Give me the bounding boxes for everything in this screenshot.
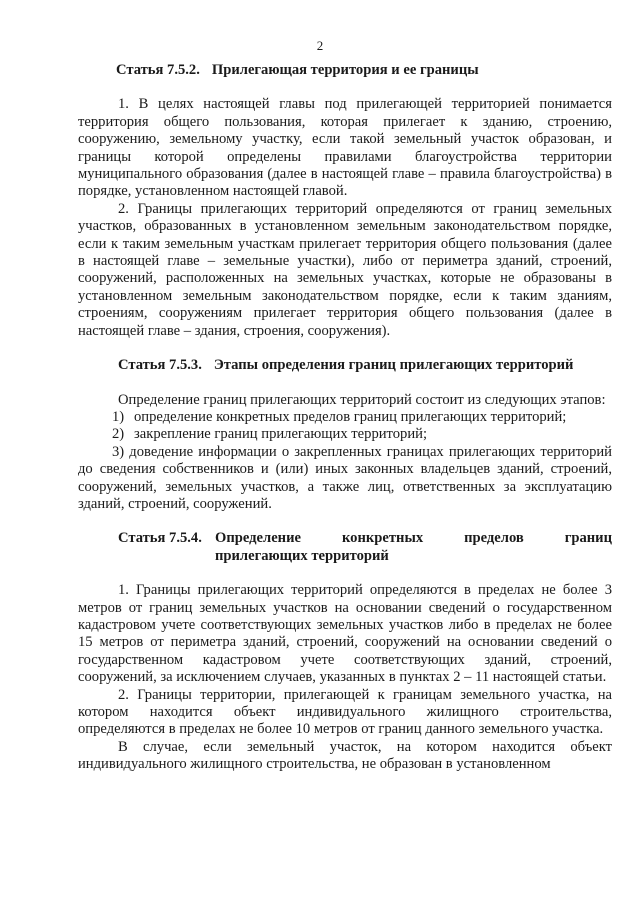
article-number: Статья 7.5.4. <box>118 530 202 547</box>
list-item-text: определение конкретных пределов границ прилегающих территорий; <box>134 408 567 425</box>
article-title: Этапы определения границ прилегающих территорий <box>213 357 574 374</box>
article-title-line: прилегающих территорий <box>215 547 389 564</box>
article-heading <box>78 357 612 374</box>
list-item <box>78 409 612 426</box>
paragraph: 1. В целях настоящей главы под прилегающей территорией понимается территория общего пользования, которая прилегает к зданию, строению, сооружению, земельному участку, если такой земельный участок образован, и границы которой определены правилами благоустройства территории муниципального образования (далее в настоящей главе – правила благоустройства) в порядке, установленном настоящей главой. <box>78 96 612 200</box>
paragraph: 2. Границы территории, прилегающей к границам земельного участка, на котором находится объект индивидуального жилищного строительства, определяются в пределах не более 10 метров от границ данного земельного участка. <box>78 686 612 738</box>
list-marker: 3) <box>112 443 125 460</box>
article-heading <box>78 530 612 565</box>
article-number: Статья 7.5.2. <box>116 62 200 78</box>
article-title <box>215 530 612 565</box>
list-item <box>78 426 612 443</box>
paragraph: Определение границ прилегающих территорий состоит из следующих этапов: <box>118 391 606 408</box>
paragraph: 1. Границы прилегающих территорий определяются в пределах не более 3 метров от границ земельных участков на основании сведений о государственном кадастровом учете соответствующих земельных участков либо в пределах не более 15 метров от периметра зданий, строений, сооружений на основании сведений о государственном кадастровом учете соответствующих зданий, строений, сооружений, за исключением случаев, указанных в пунктах 2 – 11 настоящей статьи. <box>78 582 612 686</box>
article-number: Статья 7.5.3. <box>118 357 202 374</box>
document-body <box>78 62 612 774</box>
paragraph: 2. Границы прилегающих территорий определяются от границ земельных участков, образованных в установленном земельным законодательством порядке, если к таким земельным участкам прилегает территория общего пользования (далее в настоящей главе – земельные участки), либо от периметра зданий, строений, сооружений, расположенных на земельных участках, которые не образованы в установленном земельным законодательством порядке, если к таким зданиям, строениям, сооружениям прилегает территория общего пользования (далее в настоящей главе – здания, строения, сооружения). <box>78 200 612 339</box>
list-item-text: доведение информации о закрепленных границах прилегающих территорий до сведения собственников и (или) иных законных владельцев зданий, строений, сооружений, земельных участков, а также лиц, ответственных за эксплуатацию зданий, строений, сооружений. <box>78 443 612 512</box>
paragraph: В случае, если земельный участок, на котором находится объект индивидуального жилищного строительства, не образован в установленном <box>78 738 612 773</box>
list-item-text: закрепление границ прилегающих территорий; <box>134 426 428 443</box>
list-marker: 2) <box>112 426 125 443</box>
list-marker: 1) <box>112 408 125 425</box>
page-number: 2 <box>316 38 324 53</box>
article-title-line: Определение конкретных пределов границ <box>215 530 612 547</box>
article-heading <box>78 62 612 79</box>
list-item <box>78 444 612 514</box>
article-title: Прилегающая территория и ее границы <box>211 62 479 78</box>
